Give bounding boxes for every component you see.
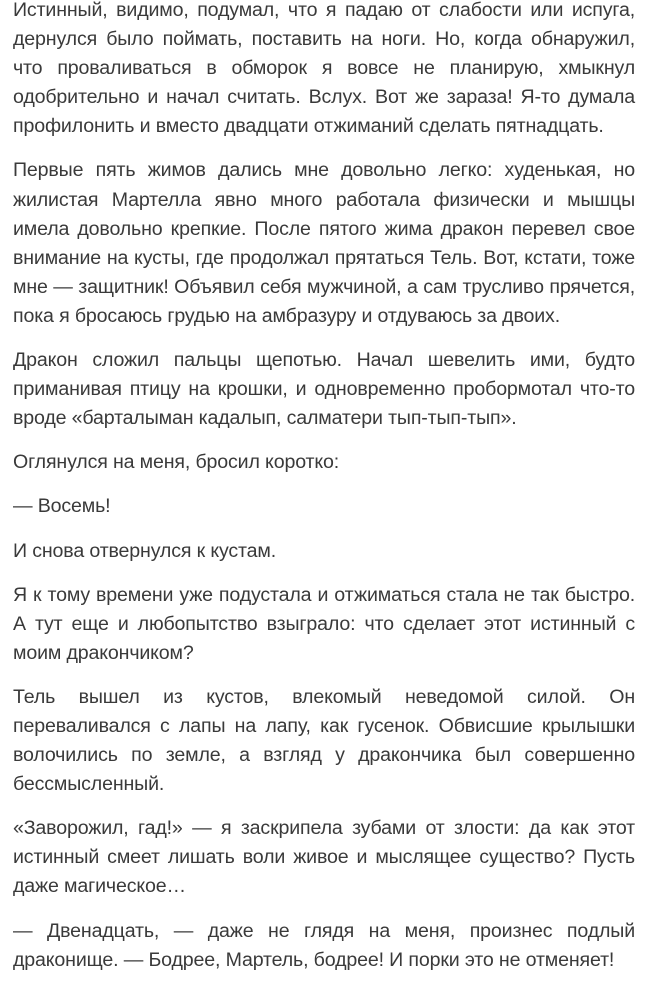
text-paragraph: И снова отвернулся к кустам. <box>13 539 277 562</box>
text-paragraph: Истинный, видимо, подумал, что я падаю от слабости или испуга, дернулся было поймать, поставить на ноги. Но, когда обнаружил, что проваливаться в обморок я вовсе не планирую, хмыкнул одобрительно и начал считать. Вслух. Вот же зараза! Я-то думала профилонить и вместо двадцати отжиманий сделать пятнадцать. <box>13 0 635 138</box>
text-paragraph: Я к тому времени уже подустала и отжиматься стала не так быстро. А тут еще и любопытство взыграло: что сделает этот истинный с моим дракончиком? <box>13 583 635 664</box>
text-paragraph: Оглянулся на меня, бросил коротко: <box>13 451 340 474</box>
text-paragraph: Дракон сложил пальцы щепотью. Начал шевелить ими, будто приманивая птицу на крошки, и одновременно пробормотал что-то вроде «барталыман кадалып, салматери тып-тып-тып». <box>13 349 635 430</box>
dialogue-line: — Восемь! <box>13 495 111 518</box>
text-paragraph: «Заворожил, гад!» — я заскрипела зубами от злости: да как этот истинный смеет лишать воли живое и мыслящее существо? Пусть даже магическое… <box>13 817 635 898</box>
text-paragraph: Первые пять жимов дались мне довольно легко: худенькая, но жилистая Мартелла явно много работала физически и мышцы имела довольно крепкие. После пятого жима дракон перевел свое внимание на кусты, где продолжал прятаться Тель. Вот, кстати, тоже мне — защитник! Объявил себя мужчиной, а сам трусливо прячется, пока я бросаюсь грудью на амбразуру и отдуваюсь за двоих. <box>13 159 635 327</box>
dialogue-line: — Двенадцать, — даже не глядя на меня, произнес подлый драконище. — Бодрее, Мартель, бодрее! И порки это не отменяет! <box>13 919 635 971</box>
book-text <box>13 0 635 975</box>
text-paragraph: Тель вышел из кустов, влекомый неведомой силой. Он переваливался с лапы на лапу, как гусенок. Обвисшие крылышки волочились по земле, а взгляд у дракончика был совершенно бессмысленный. <box>13 685 635 796</box>
